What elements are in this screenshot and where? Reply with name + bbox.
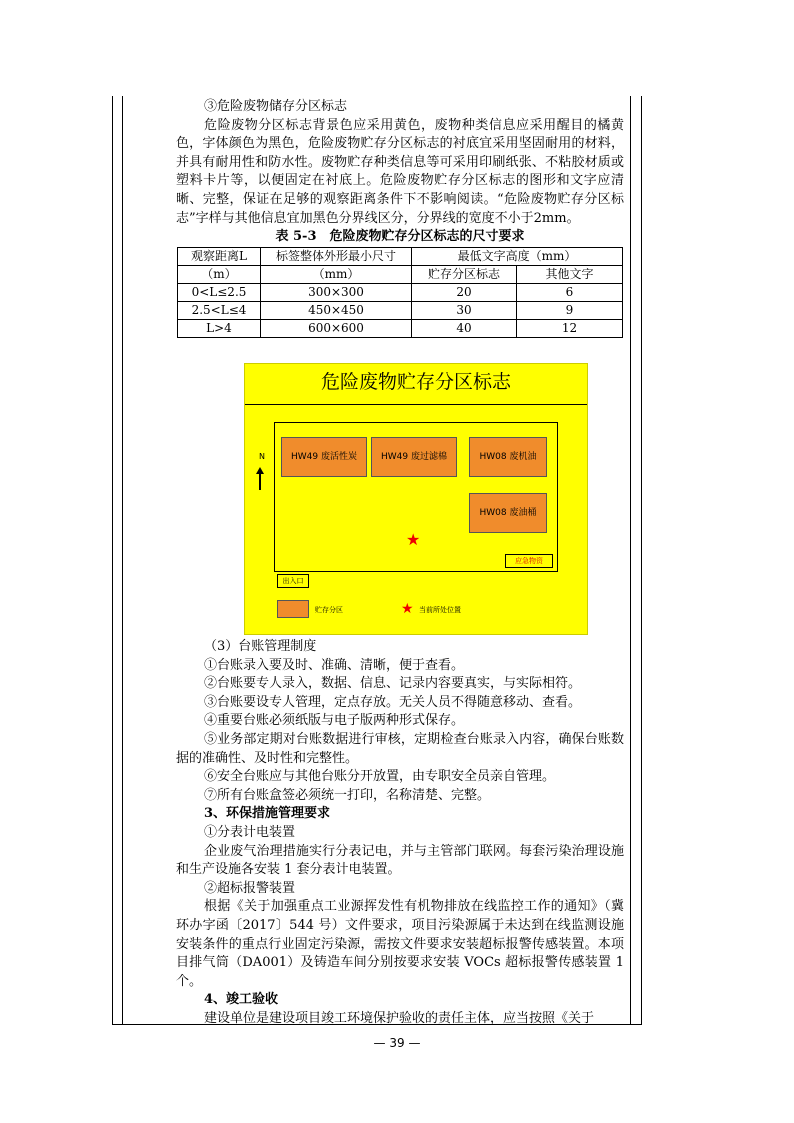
north-arrow-shaft xyxy=(259,472,261,490)
header-size xyxy=(261,247,412,265)
legend-zone-swatch xyxy=(277,600,309,618)
north-label: N xyxy=(259,452,265,461)
acceptance-para: 建设单位是建设项目竣工环境保护验收的责任主体，应当按照《关于 xyxy=(204,1010,595,1026)
cell-distance: 2.5<L≤4 xyxy=(178,301,261,319)
table-row xyxy=(178,283,623,301)
legend-star-icon: ★ xyxy=(401,601,414,617)
legend-zone-label: 贮存分区 xyxy=(315,606,343,614)
cell-zone: 30 xyxy=(412,301,517,319)
acceptance-heading: 4、竣工验收 xyxy=(204,992,279,1008)
content-area xyxy=(176,98,624,338)
cell-other: 12 xyxy=(517,319,623,337)
zone-box: HW08 废机油 xyxy=(469,437,547,477)
hazardous-waste-sign xyxy=(244,363,588,635)
zone-box: HW49 废过滤棉 xyxy=(371,437,457,477)
header-size-unit: （mm） xyxy=(261,265,412,283)
list-item: ⑤业务部定期对台账数据进行审核，定期检查台账录入内容，确保台账数据的准确性、及时性和完整性。 xyxy=(176,731,624,766)
list-item: ④重要台账必须纸版与电子版两种形式保存。 xyxy=(204,713,465,729)
header-distance-line1: 观察距离L xyxy=(191,248,247,263)
header-distance xyxy=(178,247,261,265)
list-item: ③台账要设专人管理，定点存放。无关人员不得随意移动、查看。 xyxy=(204,694,582,710)
cell-distance: 0<L≤2.5 xyxy=(178,283,261,301)
header-zone: 贮存分区标志 xyxy=(412,265,517,283)
storage-area-outline xyxy=(274,422,558,572)
cell-zone: 40 xyxy=(412,319,517,337)
header-other: 其他文字 xyxy=(517,265,623,283)
section-paragraph: 危险废物分区标志背景色应采用黄色，废物种类信息应采用醒目的橘黄色，字体颜色为黑色，危险废物贮存分区标志的衬底宜采用坚固耐用的材料，并具有耐用性和防水性。废物贮存种类信息等可采用印刷纸张、不粘胶材质或塑料卡片等，以便固定在衬底上。危险废物贮存分区标志的图形和文字应清晰、完整，保证在足够的观察距离条件下不影响阅读。“危险废物贮存分区标志”字样与其他信息宜加黑色分界线区分，分界线的宽度不小于2mm。 xyxy=(176,117,624,226)
page-number: — 39 — xyxy=(373,1036,421,1050)
size-requirements-table xyxy=(177,247,623,338)
cell-size: 600×600 xyxy=(261,319,412,337)
table-row xyxy=(178,301,623,319)
table-caption: 表 5-3 危险废物贮存分区标志的尺寸要求 xyxy=(275,229,525,245)
frame-inner-left-line xyxy=(122,96,123,1024)
cell-size: 300×300 xyxy=(261,283,412,301)
ledger-heading: （3）台账管理制度 xyxy=(204,639,317,654)
list-item: ②台账要专人录入，数据、信息、记录内容要真实，与实际相符。 xyxy=(204,676,582,692)
cell-other: 6 xyxy=(517,283,623,301)
cell-zone: 20 xyxy=(412,283,517,301)
env-sub1: ①分表计电装置 xyxy=(204,824,296,840)
section-heading: ③危险废物储存分区标志 xyxy=(204,99,348,114)
list-item: ①台账录入要及时、准确、清晰，便于查看。 xyxy=(204,657,465,673)
sign-title: 危险废物贮存分区标志 xyxy=(245,364,587,405)
entrance-label: 出入口 xyxy=(277,574,309,588)
current-position-star-icon: ★ xyxy=(406,530,421,549)
zone-box: HW08 废油桶 xyxy=(469,493,547,533)
header-distance-unit: （m） xyxy=(178,265,261,283)
legend-position-label: 当前所处位置 xyxy=(419,606,461,614)
frame-inner-right-line xyxy=(630,96,631,1024)
emergency-supplies-label: 应急物资 xyxy=(505,554,553,568)
cell-distance: L>4 xyxy=(178,319,261,337)
list-item: ⑥安全台账应与其他台账分开放置，由专职安全员亲自管理。 xyxy=(204,769,556,785)
header-size-line1: 标签整体外形最小尺寸 xyxy=(275,248,396,263)
zone-box: HW49 废活性炭 xyxy=(281,437,367,477)
cell-other: 9 xyxy=(517,301,623,319)
table-row xyxy=(178,319,623,337)
list-item: ⑦所有台账盒签必须统一打印，名称清楚、完整。 xyxy=(204,787,491,803)
env-para2: 根据《关于加强重点工业源挥发性有机物排放在线监控工作的通知》（冀环办字函〔2017〕544 号）文件要求，项目污染源属于未达到在线监测设施安装条件的重点行业固定污染源，需按文件要求安装超标报警传感装置。本项目排气筒（DA001）及铸造车间分别按要求安装 VOCs 超标报警传感装置 1 个。 xyxy=(176,899,624,989)
content-lower xyxy=(176,638,624,1028)
header-font-height: 最低文字高度（mm） xyxy=(412,247,623,265)
cell-size: 450×450 xyxy=(261,301,412,319)
env-heading: 3、环保措施管理要求 xyxy=(204,806,331,822)
env-para1: 企业废气治理措施实行分表记电，并与主管部门联网。每套污染治理设施和生产设施各安装 1 套分表计电装置。 xyxy=(176,843,624,878)
env-sub2: ②超标报警装置 xyxy=(204,880,296,896)
